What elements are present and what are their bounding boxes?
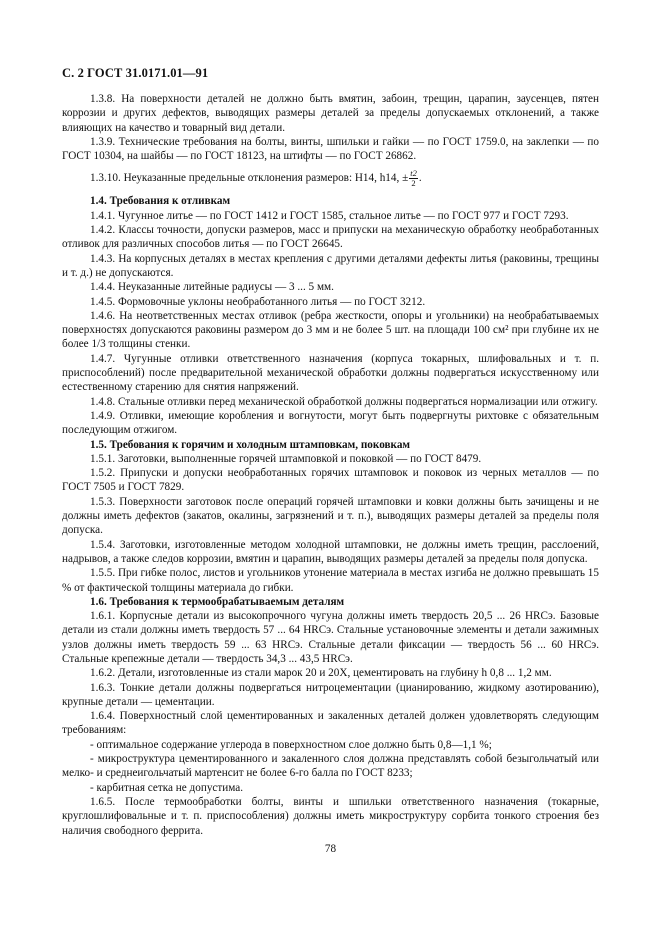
paragraph-1-5-3: 1.5.3. Поверхности заготовок после операций горячей штамповки и ковки должны быть зачищены и не должны иметь дефектов (закатов, окалины, загрязнений и т. п.), выводящих размеры деталей за пределы поля допуска. [62,495,599,537]
paragraph-1-3-9: 1.3.9. Технические требования на болты, винты, шпильки и гайки — по ГОСТ 1759.0, на заклепки — по ГОСТ 10304, на шайбы — по ГОСТ 18123, на штифты — по ГОСТ 26862. [62,135,599,163]
page-number: 78 [324,843,337,855]
fraction-denominator: 2 [411,178,416,189]
section-heading-1-5: 1.5. Требования к горячим и холодным штамповкам, поковкам [90,438,411,451]
section-heading-1-4: 1.4. Требования к отливкам [90,195,231,208]
paragraph-1-3-10-text: 1.3.10. Неуказанные предельные отклонения размеров: H14, h14, ± [90,172,409,185]
list-item-microstructure: - микроструктура цементированного и закаленного слоя должна представлять собой безыгольчатый или мелко- и среднеигольчатый мартенсит не более 6-го балла по ГОСТ 8233; [62,753,599,780]
paragraph-1-6-1: 1.6.1. Корпусные детали из высокопрочного чугуна должны иметь твердость 20,5 ... 26 HRCэ. Базовые детали из стали должны иметь твердость 57 ... 64 HRCэ. Стальные установочные элементы и детали зажимных узлов должны иметь твердость 59 ... 63 HRCэ. Стальные детали фиксации — твердость 56 ... 60 HRCэ. Стальные крепежные детали — твердость 34,3 ... 43,5 HRCэ. [62,610,599,665]
paragraph-1-3-10-end: . [418,172,422,185]
paragraph-1-3-10 [62,169,599,188]
list-item-carbon-content: - оптимальное содержание углерода в поверхностном слое должно быть 0,8—1,1 %; [90,738,492,751]
paragraph-1-4-8: 1.4.8. Стальные отливки перед механической обработкой должны подвергаться нормализации или отжигу. [90,395,598,408]
fraction-numerator: t2 [410,168,417,179]
paragraph-1-4-3: 1.4.3. На корпусных деталях в местах крепления с другими деталями дефекты литья (раковины, трещины и т. д.) не допускаются. [62,252,599,279]
paragraph-1-5-1: 1.5.1. Заготовки, выполненные горячей штамповкой и поковкой — по ГОСТ 8479. [90,452,482,465]
paragraph-1-6-3: 1.6.3. Тонкие детали должны подвергаться нитроцементации (цианированию, жидкому азотированию), крупные детали — цементации. [62,681,599,708]
paragraph-1-5-4: 1.5.4. Заготовки, изготовленные методом холодной штамповки, не должны иметь трещин, расслоений, надрывов, а также следов коррозии, вмятин и царапин, выводящих размеры деталей за пределы поля допуска. [62,538,599,565]
paragraph-1-4-6: 1.4.6. На неответственных местах отливок (ребра жесткости, опоры и угольники) на необрабатываемых поверхностях допускаются раковины размером до 3 мм и не более 5 шт. на площади 100 см² при глубине их не более 1/3 толщины стенки. [62,309,599,351]
paragraph-1-5-5: 1.5.5. При гибке полос, листов и угольников утонение материала в местах изгиба не должно превышать 15 % от фактической толщины материала до гибки. [62,567,599,594]
list-item-carbide-network: - карбитная сетка не допустима. [90,781,244,794]
paragraph-1-4-5: 1.4.5. Формовочные уклоны необработанного литья — по ГОСТ 3212. [90,295,426,308]
paragraph-1-6-4: 1.6.4. Поверхностный слой цементированных и закаленных деталей должен удовлетворять следующим требованиям: [62,710,599,737]
document-body [62,92,599,838]
paragraph-1-4-9: 1.4.9. Отливки, имеющие коробления и вогнутости, могут быть подвергнуты рихтовке с обязательным последующим отжигом. [62,409,599,437]
paragraph-1-6-5: 1.6.5. После термообработки болты, винты и шпильки ответственного назначения (токарные, круглошлифовальные и т. п. приспособления) должны иметь микроструктуру сорбита тонкого строения без наличия свободного феррита. [62,795,599,837]
page-header: С. 2 ГОСТ 31.0171.01—91 [62,66,209,80]
paragraph-1-3-8: 1.3.8. На поверхности деталей не должно быть вмятин, забоин, трещин, царапин, заусенцев, пятен коррозии и других дефектов, выводящих размеры деталей за пределы допускаемых отклонений, а также влияющих на качество и товарный вид детали. [62,93,599,134]
tolerance-fraction [409,169,418,188]
paragraph-1-6-2: 1.6.2. Детали, изготовленные из стали марок 20 и 20Х, цементировать на глубину h 0,8 ... 1,2 мм. [90,667,552,680]
paragraph-1-4-7: 1.4.7. Чугунные отливки ответственного назначения (корпуса токарных, шлифовальных и т. п. приспособлений) после предварительной механической обработки должны подвергаться искусственному или естественному старению для снятия напряжений. [62,352,599,394]
paragraph-1-4-4: 1.4.4. Неуказанные литейные радиусы — 3 ... 5 мм. [90,281,334,294]
paragraph-1-4-1: 1.4.1. Чугунное литье — по ГОСТ 1412 и ГОСТ 1585, стальное литье — по ГОСТ 977 и ГОСТ 7293. [90,209,569,222]
paragraph-1-5-2: 1.5.2. Припуски и допуски необработанных горячих штамповок и поковок из черных металлов — по ГОСТ 7505 и ГОСТ 7829. [62,467,599,494]
section-heading-1-6: 1.6. Требования к термообрабатываемым деталям [90,595,345,608]
paragraph-1-4-2: 1.4.2. Классы точности, допуски размеров, масс и припуски на механическую обработку необработанных отливок для различных способов литья — по ГОСТ 26645. [62,224,599,251]
